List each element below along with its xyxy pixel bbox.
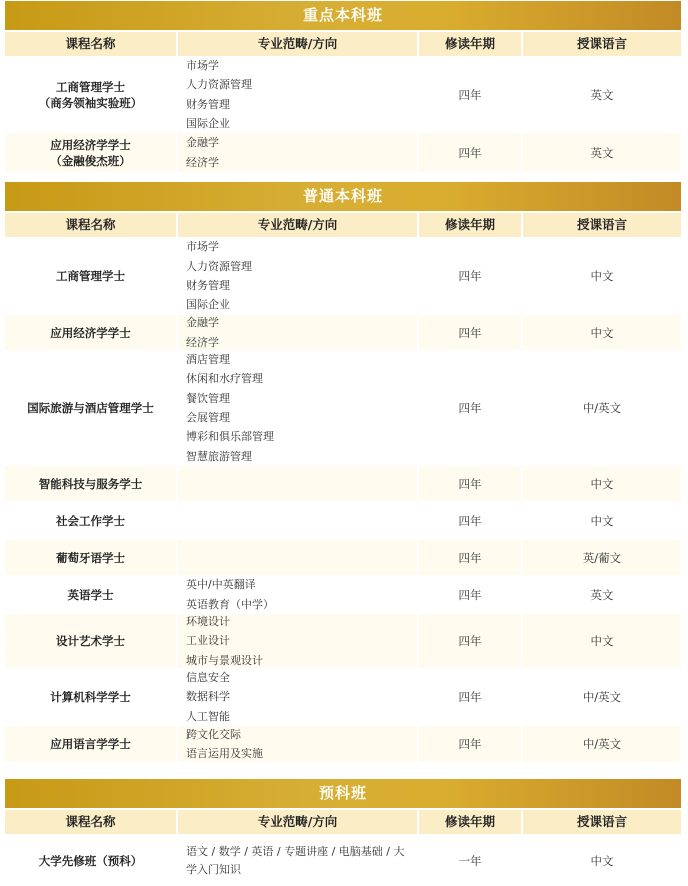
teaching-language: 中文 — [523, 466, 681, 501]
direction-list — [178, 503, 417, 538]
col-header-years: 修读年期 — [419, 810, 521, 834]
direction-item: 酒店管理 — [186, 353, 230, 367]
col-header-language: 授课语言 — [523, 810, 681, 834]
table-row — [5, 466, 681, 501]
study-years: 四年 — [419, 540, 521, 575]
teaching-language: 中/英文 — [523, 726, 681, 762]
table-header — [5, 810, 681, 834]
section-foundation — [5, 779, 681, 886]
direction-item: 人力资源管理 — [186, 78, 252, 92]
direction-item: 博彩和俱乐部管理 — [186, 430, 274, 444]
teaching-language: 中文 — [523, 239, 681, 313]
course-name — [5, 577, 176, 612]
direction-item: 国际企业 — [186, 116, 230, 130]
table-row — [5, 726, 681, 762]
col-header-language: 授课语言 — [523, 213, 681, 237]
direction-list — [178, 670, 417, 724]
table-row — [5, 133, 681, 172]
direction-item: 休闲和水疗管理 — [186, 372, 263, 386]
table-row — [5, 836, 681, 886]
study-years: 四年 — [419, 614, 521, 668]
section-key-undergrad — [5, 1, 681, 172]
col-header-years: 修读年期 — [419, 32, 521, 56]
section-title: 普通本科班 — [5, 182, 681, 211]
table-row — [5, 503, 681, 538]
course-name — [5, 726, 176, 762]
course-name-line: 大学先修班（预科） — [38, 854, 143, 868]
col-header-language: 授课语言 — [523, 32, 681, 56]
course-name-line: 工商管理学士 — [56, 269, 125, 283]
course-name-line: 英语学士 — [67, 587, 114, 602]
direction-item: 金融学 — [186, 136, 219, 150]
direction-item: 英中/中英翻译 — [186, 578, 256, 592]
course-name — [5, 670, 176, 724]
course-name-line: 社会工作学士 — [56, 513, 125, 528]
direction-item: 环境设计 — [186, 615, 230, 629]
course-name-line: 葡萄牙语学士 — [56, 550, 125, 565]
teaching-language: 英文 — [523, 58, 681, 131]
course-name-line: 设计艺术学士 — [56, 634, 125, 648]
course-name-line: 工商管理学士 — [56, 79, 125, 94]
direction-item: 财务管理 — [186, 279, 230, 292]
course-name-line: 应用经济学学士 — [50, 137, 131, 152]
study-years: 一年 — [419, 836, 521, 886]
teaching-language: 英文 — [523, 577, 681, 612]
table-row — [5, 670, 681, 724]
direction-item: 工业设计 — [186, 634, 230, 648]
study-years: 四年 — [419, 352, 521, 464]
course-name-line: 智能科技与服务学士 — [38, 476, 143, 491]
study-years: 四年 — [419, 577, 521, 612]
course-name-line: 应用经济学学士 — [50, 325, 131, 340]
teaching-language: 中文 — [523, 614, 681, 668]
direction-item: 语言运用及实施 — [186, 747, 263, 760]
col-header-name: 课程名称 — [5, 810, 176, 834]
direction-item: 信息安全 — [186, 671, 230, 685]
course-name-line: 国际旅游与酒店管理学士 — [27, 401, 154, 415]
table-row — [5, 540, 681, 575]
course-name-line: （商务领袖实验班） — [38, 95, 143, 110]
course-name-line: （金融俊杰班） — [50, 153, 131, 168]
study-years: 四年 — [419, 133, 521, 172]
direction-item: 餐饮管理 — [186, 391, 230, 405]
col-header-direction: 专业范畴/方向 — [178, 32, 417, 56]
course-name — [5, 614, 176, 668]
study-years: 四年 — [419, 726, 521, 762]
table-header — [5, 32, 681, 56]
direction-item: 人工智能 — [186, 709, 230, 723]
col-header-direction: 专业范畴/方向 — [178, 213, 417, 237]
direction-item: 会展管理 — [186, 411, 230, 424]
section-regular-undergrad — [5, 182, 681, 762]
direction-item: 市场学 — [186, 58, 219, 72]
subject-list: 语文 / 数学 / 英语 / 专题讲座 / 电脑基础 / 大学入门知识 — [178, 836, 417, 886]
direction-list — [178, 614, 417, 668]
col-header-direction: 专业范畴/方向 — [178, 810, 417, 834]
study-years: 四年 — [419, 466, 521, 501]
table-row — [5, 577, 681, 612]
course-name — [5, 836, 176, 886]
direction-list — [178, 466, 417, 501]
section-title: 预科班 — [5, 779, 681, 808]
table-row — [5, 58, 681, 131]
direction-item: 经济学 — [186, 155, 219, 169]
direction-list — [178, 352, 417, 464]
direction-list — [178, 315, 417, 350]
direction-item: 数据科学 — [186, 690, 230, 704]
direction-item: 金融学 — [186, 316, 219, 330]
study-years: 四年 — [419, 670, 521, 724]
direction-list — [178, 540, 417, 575]
study-years: 四年 — [419, 503, 521, 538]
direction-item: 跨文化交际 — [186, 727, 241, 741]
direction-list — [178, 239, 417, 313]
course-name-line: 计算机科学学士 — [50, 690, 131, 704]
course-name — [5, 540, 176, 575]
direction-item: 经济学 — [186, 335, 219, 349]
teaching-language: 中文 — [523, 315, 681, 350]
course-name — [5, 466, 176, 501]
course-name — [5, 58, 176, 131]
table-row — [5, 614, 681, 668]
col-header-years: 修读年期 — [419, 213, 521, 237]
section-title: 重点本科班 — [5, 1, 681, 30]
direction-list — [178, 577, 417, 612]
direction-item: 市场学 — [186, 240, 219, 254]
course-name — [5, 239, 176, 313]
teaching-language: 中/英文 — [523, 352, 681, 464]
teaching-language: 中文 — [523, 503, 681, 538]
direction-item: 财务管理 — [186, 97, 230, 111]
course-name — [5, 315, 176, 350]
direction-list — [178, 133, 417, 172]
course-name — [5, 503, 176, 538]
direction-item: 国际企业 — [186, 298, 230, 312]
course-name — [5, 133, 176, 172]
table-row — [5, 352, 681, 464]
direction-item: 英语教育（中学） — [186, 597, 274, 611]
col-header-name: 课程名称 — [5, 213, 176, 237]
teaching-language: 英/葡文 — [523, 540, 681, 575]
teaching-language: 英文 — [523, 133, 681, 172]
course-name-line: 应用语言学学士 — [50, 737, 131, 751]
teaching-language: 中文 — [523, 836, 681, 886]
study-years: 四年 — [419, 58, 521, 131]
direction-item: 人力资源管理 — [186, 259, 252, 273]
course-name — [5, 352, 176, 464]
table-row — [5, 239, 681, 313]
direction-item: 智慧旅游管理 — [186, 449, 252, 463]
study-years: 四年 — [419, 239, 521, 313]
table-header — [5, 213, 681, 237]
col-header-name: 课程名称 — [5, 32, 176, 56]
direction-list — [178, 726, 417, 762]
teaching-language: 中/英文 — [523, 670, 681, 724]
direction-item: 城市与景观设计 — [186, 653, 263, 667]
direction-list — [178, 58, 417, 131]
study-years: 四年 — [419, 315, 521, 350]
table-row — [5, 315, 681, 350]
